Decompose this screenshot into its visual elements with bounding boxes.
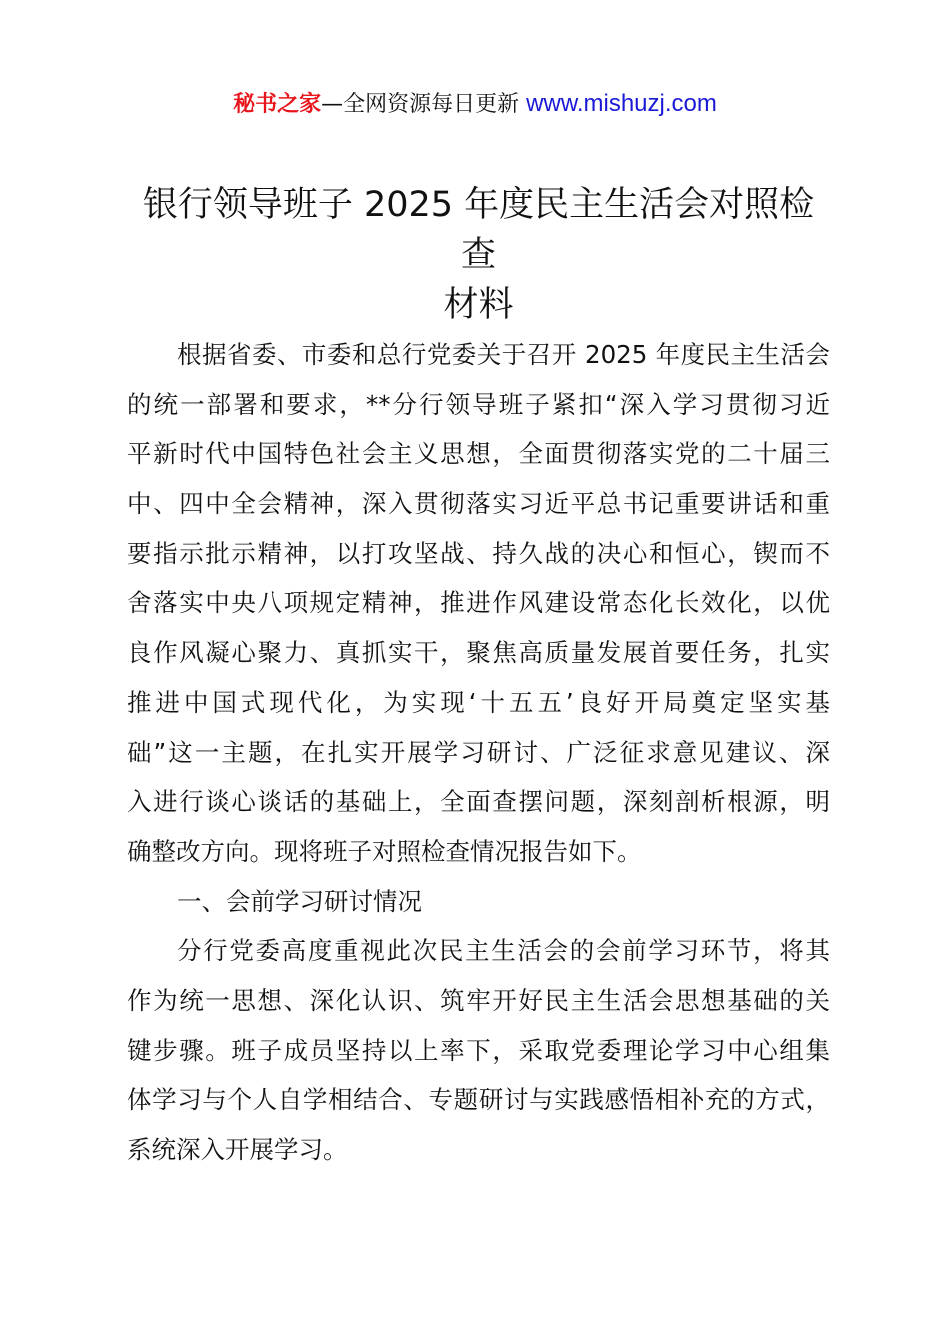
paragraph-line: 推进中国式现代化，为实现‘十五五’良好开局奠定坚实基 [127, 687, 830, 717]
document-body [127, 330, 830, 1175]
paragraph-line: 平新时代中国特色社会主义思想，全面贯彻落实党的二十届三 [127, 439, 830, 469]
paragraph-line: 确整改方向。现将班子对照检查情况报告如下。 [127, 836, 642, 866]
title-line: 银行领导班子 2025 年度民主生活会对照检查 [142, 185, 815, 275]
header-slogan: —全网资源每日更新 [321, 92, 527, 117]
paragraph-line: 础”这一主题，在扎实开展学习研讨、广泛征求意见建议、深 [127, 737, 830, 767]
site-header [0, 88, 950, 121]
paragraph-line: 舍落实中央八项规定精神，推进作风建设常态化长效化，以优 [127, 588, 830, 618]
paragraph [127, 330, 830, 877]
paragraph-line: 系统深入开展学习。 [127, 1135, 348, 1164]
brand-name: 秘书之家 [233, 92, 322, 117]
paragraph-line: 要指示批示精神，以打攻坚战、持久战的决心和恒心，锲而不 [127, 538, 830, 568]
paragraph-line: 中、四中全会精神，深入贯彻落实习近平总书记重要讲话和重 [127, 489, 830, 519]
paragraph-line: 根据省委、市委和总行党委关于召开 2025 年度民主生活会 [177, 340, 830, 369]
paragraph [127, 877, 830, 927]
paragraph-line: 良作风凝心聚力、真抓实干，聚焦高质量发展首要任务，扎实 [127, 638, 830, 668]
site-url-link[interactable]: www.mishuzj.com [526, 90, 717, 117]
paragraph-line: 作为统一思想、深化认识、筑牢开好民主生活会思想基础的关 [127, 985, 830, 1015]
paragraph-line: 入进行谈心谈话的基础上，全面查摆问题，深刻剖析根源，明 [127, 787, 830, 817]
document-title [127, 180, 830, 330]
paragraph-line: 体学习与个人自学相结合、专题研讨与实践感悟相补充的方式， [127, 1085, 830, 1115]
title-line: 材料 [443, 285, 514, 325]
paragraph [127, 926, 830, 1174]
paragraph-line: 的统一部署和要求，**分行领导班子紧扣“深入学习贯彻习近 [127, 389, 830, 419]
paragraph-line: 分行党委高度重视此次民主生活会的会前学习环节，将其 [177, 936, 830, 966]
paragraph-line: 一、会前学习研讨情况 [177, 886, 422, 916]
paragraph-line: 键步骤。班子成员坚持以上率下，采取党委理论学习中心组集 [127, 1035, 830, 1065]
